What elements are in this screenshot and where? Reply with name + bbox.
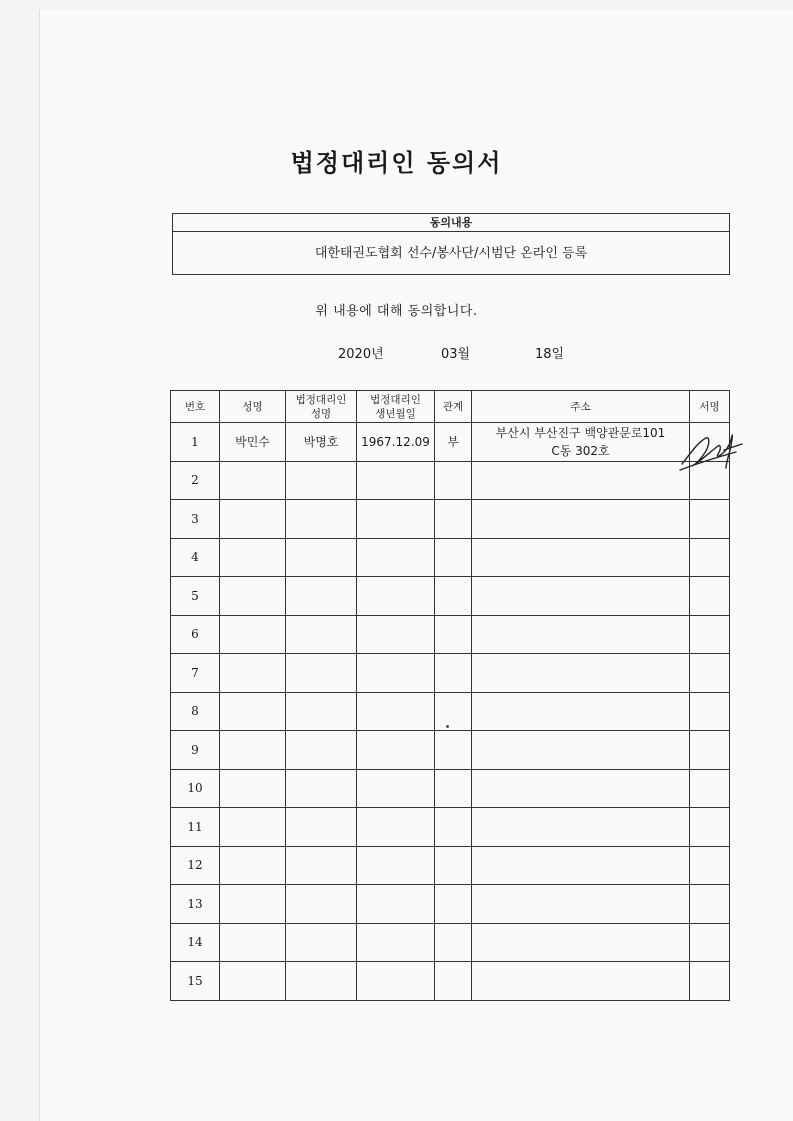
row-name (220, 923, 286, 962)
row-name (220, 808, 286, 847)
row-name (220, 500, 286, 539)
row-relation: 부 (435, 423, 472, 462)
table-row (171, 461, 730, 500)
row-number: 9 (171, 731, 220, 770)
row-name (220, 461, 286, 500)
row-name (220, 692, 286, 731)
table-row (171, 538, 730, 577)
document-title: 법정대리인 동의서 (290, 148, 503, 177)
consent-header: 동의내용 (173, 214, 729, 232)
header-no: 번호 (171, 391, 220, 423)
row-number: 6 (171, 615, 220, 654)
date-day: 18일 (535, 347, 565, 362)
table-header-row (171, 391, 730, 423)
table-row (171, 692, 730, 731)
row-relation (435, 923, 472, 962)
row-address (472, 885, 690, 924)
row-guardian-name (286, 731, 357, 770)
row-relation (435, 500, 472, 539)
row-guardian-birth: 1967.12.09 (357, 423, 435, 462)
row-guardian-birth (357, 923, 435, 962)
row-address (472, 577, 690, 616)
row-guardian-name (286, 500, 357, 539)
header-guardian-name-line1: 법정대리인 (295, 393, 347, 406)
table-row (171, 885, 730, 924)
header-guardian-name-line2: 성명 (310, 407, 332, 420)
row-relation (435, 962, 472, 1001)
row-number: 3 (171, 500, 220, 539)
row-relation (435, 615, 472, 654)
table-row (171, 846, 730, 885)
row-signature (690, 962, 730, 1001)
row-guardian-name (286, 846, 357, 885)
table-row (171, 808, 730, 847)
header-guardian-name (286, 391, 357, 423)
row-address (472, 692, 690, 731)
row-guardian-birth (357, 846, 435, 885)
row-signature (690, 500, 730, 539)
row-signature (690, 692, 730, 731)
row-guardian-birth (357, 538, 435, 577)
row-guardian-birth (357, 692, 435, 731)
row-guardian-name (286, 885, 357, 924)
row-number: 5 (171, 577, 220, 616)
agreement-statement: 위 내용에 대해 동의합니다. (315, 304, 478, 319)
row-address (472, 962, 690, 1001)
row-name (220, 846, 286, 885)
table-row (171, 769, 730, 808)
row-address (472, 461, 690, 500)
row-guardian-birth (357, 654, 435, 693)
header-relation: 관계 (435, 391, 472, 423)
row-number: 10 (171, 769, 220, 808)
row-signature (690, 808, 730, 847)
row-address (472, 846, 690, 885)
row-signature (690, 615, 730, 654)
header-guardian-birth (357, 391, 435, 423)
row-name (220, 731, 286, 770)
row-guardian-birth (357, 769, 435, 808)
table-row (171, 423, 730, 462)
registration-table (170, 390, 730, 1001)
row-address (472, 538, 690, 577)
table-row (171, 500, 730, 539)
row-number: 1 (171, 423, 220, 462)
row-number: 15 (171, 962, 220, 1001)
row-guardian-birth (357, 808, 435, 847)
address-line-2: C동 302호 (551, 443, 610, 458)
table-row (171, 731, 730, 770)
row-name (220, 654, 286, 693)
row-signature (690, 846, 730, 885)
row-guardian-name (286, 769, 357, 808)
row-relation (435, 577, 472, 616)
row-address (472, 654, 690, 693)
row-address (472, 769, 690, 808)
row-guardian-birth (357, 731, 435, 770)
row-signature (690, 538, 730, 577)
row-name (220, 615, 286, 654)
row-address (472, 923, 690, 962)
row-address (472, 423, 690, 462)
row-guardian-birth (357, 962, 435, 1001)
row-relation (435, 692, 472, 731)
row-signature (690, 654, 730, 693)
header-guardian-birth-line2: 생년월일 (375, 407, 416, 420)
row-relation (435, 654, 472, 693)
row-relation (435, 769, 472, 808)
row-guardian-birth (357, 461, 435, 500)
row-number: 4 (171, 538, 220, 577)
row-relation (435, 846, 472, 885)
row-number: 7 (171, 654, 220, 693)
row-address (472, 500, 690, 539)
table-row (171, 615, 730, 654)
row-signature (690, 769, 730, 808)
row-address (472, 615, 690, 654)
row-guardian-name (286, 808, 357, 847)
row-guardian-name (286, 692, 357, 731)
date-year: 2020년 (338, 347, 384, 362)
row-relation (435, 808, 472, 847)
row-signature (690, 885, 730, 924)
row-name (220, 885, 286, 924)
header-address: 주소 (472, 391, 690, 423)
row-guardian-name (286, 615, 357, 654)
row-signature (690, 731, 730, 770)
table-row (171, 577, 730, 616)
row-guardian-name: 박명호 (286, 423, 357, 462)
row-signature (690, 923, 730, 962)
row-guardian-birth (357, 577, 435, 616)
header-name: 성명 (220, 391, 286, 423)
row-guardian-name (286, 962, 357, 1001)
row-guardian-name (286, 538, 357, 577)
address-line-1: 부산시 부산진구 백양관문로101 (495, 425, 666, 440)
row-number: 12 (171, 846, 220, 885)
row-relation (435, 538, 472, 577)
row-number: 2 (171, 461, 220, 500)
ink-speck (446, 725, 449, 728)
row-name (220, 962, 286, 1001)
row-guardian-birth (357, 615, 435, 654)
row-guardian-name (286, 923, 357, 962)
row-signature (690, 577, 730, 616)
row-relation (435, 885, 472, 924)
row-relation (435, 731, 472, 770)
header-guardian-birth-line1: 법정대리인 (370, 393, 421, 406)
row-number: 11 (171, 808, 220, 847)
row-number: 8 (171, 692, 220, 731)
row-name (220, 577, 286, 616)
row-guardian-name (286, 461, 357, 500)
row-address (472, 731, 690, 770)
row-number: 14 (171, 923, 220, 962)
signature-mark (676, 424, 746, 476)
table-row (171, 923, 730, 962)
row-guardian-name (286, 577, 357, 616)
row-address (472, 808, 690, 847)
row-guardian-birth (357, 500, 435, 539)
consent-box (172, 213, 730, 275)
header-signature: 서명 (690, 391, 730, 423)
row-guardian-birth (357, 885, 435, 924)
row-guardian-name (286, 654, 357, 693)
row-name: 박민수 (220, 423, 286, 462)
row-name (220, 769, 286, 808)
row-name (220, 538, 286, 577)
table-row (171, 962, 730, 1001)
consent-text: 대한태권도협회 선수/봉사단/시범단 온라인 등록 (314, 246, 588, 261)
row-relation (435, 461, 472, 500)
date-month: 03월 (441, 347, 471, 362)
row-number: 13 (171, 885, 220, 924)
table-row (171, 654, 730, 693)
